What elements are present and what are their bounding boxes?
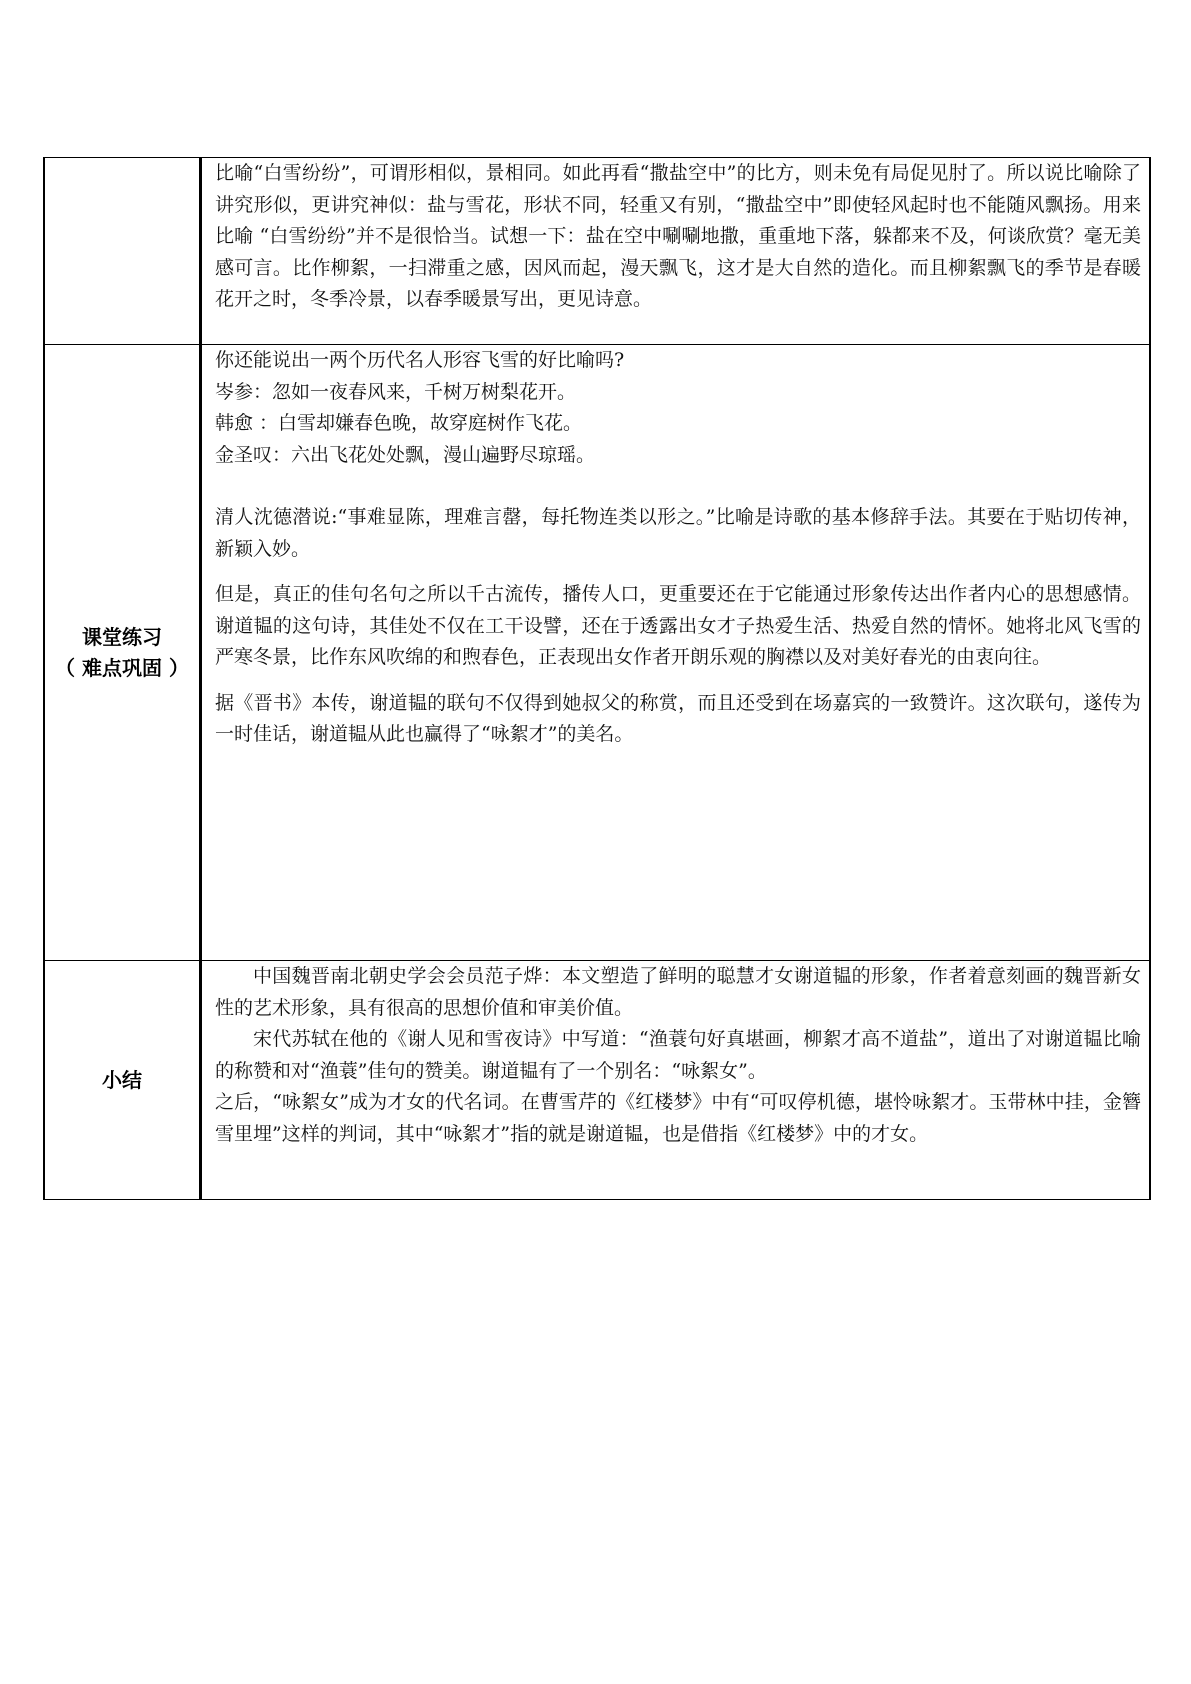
label-line-2: （ 难点巩固 ） [55,655,189,680]
classroom-exercise-label [45,622,199,684]
summary-paragraph: 之后，“咏絮女”成为才女的代名词。在曹雪芹的《红楼梦》中有“可叹停机德，堪怜咏絮才。玉带林中挂，金簪雪里埋”这样的判词，其中“咏絮才”指的就是谢道韫，也是借指《红楼梦》中的才女。 [215,1091,1141,1145]
metaphor-analysis-paragraph: 比喻“白雪纷纷”，可谓形相似，景相同。如此再看“撒盐空中”的比方，则未免有局促见肘了。所以说比喻除了讲究形似，更讲究神似：盐与雪花，形状不同，轻重又有别，“撒盐空中”即使轻风起时也不能随风飘扬。用来比喻 “白雪纷纷”并不是很恰当。试想一下：盐在空中唰唰地撒，重重地下落，躲都来不及，何谈欣赏？毫无美感可言。比作柳絮，一扫滞重之感，因风而起，漫天飘飞，这才是大自然的造化。而且柳絮飘飞的季节是春暖花开之时，冬季冷景，以春季暖景写出，更见诗意。 [215,162,1141,310]
summary-content-cell [201,961,1151,1200]
lesson-table [43,157,1151,1200]
poem-line: 韩愈 ：白雪却嫌春色晚，故穿庭树作飞花。 [215,412,583,434]
table-row [44,961,1150,1200]
table-row [44,158,1150,345]
exercise-question: 你还能说出一两个历代名人形容飞雪的好比喻吗? [215,349,625,371]
summary-label: 小结 [102,1067,142,1092]
row-label-cell [44,345,201,961]
row-label-cell [44,158,201,345]
summary-paragraph: 中国魏晋南北朝史学会会员范子烨：本文塑造了鲜明的聪慧才女谢道韫的形象，作者着意刻画的魏晋新女性的艺术形象，具有很高的思想价值和审美价值。 [215,965,1141,1019]
row-label-cell [44,961,201,1200]
poem-line: 金圣叹：六出飞花处处飘，漫山遍野尽琼瑶。 [215,443,596,466]
label-line-1: 课堂练习 [82,624,162,649]
summary-paragraph: 宋代苏轼在他的《谢人见和雪夜诗》中写道：“渔蓑句好真堪画，柳絮才高不道盐”，道出了对谢道韫比喻的称赞和对“渔蓑”佳句的赞美。谢道韫有了一个别名：“咏絮女”。 [215,1028,1141,1082]
exercise-paragraph: 清人沈德潜说:“事难显陈，理难言罄，每托物连类以形之。”比喻是诗歌的基本修辞手法。其要在于贴切传神，新颖入妙。 [215,506,1141,560]
poem-line: 岑参：忽如一夜春风来，千树万树梨花开。 [215,380,577,403]
exercise-paragraph: 据《晋书》本传，谢道韫的联句不仅得到她叔父的称赏，而且还受到在场嘉宾的一致赞许。这次联句，遂传为一时佳话，谢道韫从此也赢得了“咏絮才”的美名。 [215,691,1141,745]
table-row [44,345,1150,961]
exercise-content-cell [201,345,1151,961]
analysis-content-cell [201,158,1151,345]
exercise-paragraph: 但是，真正的佳句名句之所以千古流传，播传人口，更重要还在于它能通过形象传达出作者内心的思想感情。谢道韫的这句诗，其佳处不仅在工干设譬，还在于透露出女才子热爱生活、热爱自然的情怀。她将北风飞雪的严寒冬景，比作东风吹绵的和煦春色，正表现出女作者开朗乐观的胸襟以及对美好春光的由衷向往。 [215,583,1141,668]
